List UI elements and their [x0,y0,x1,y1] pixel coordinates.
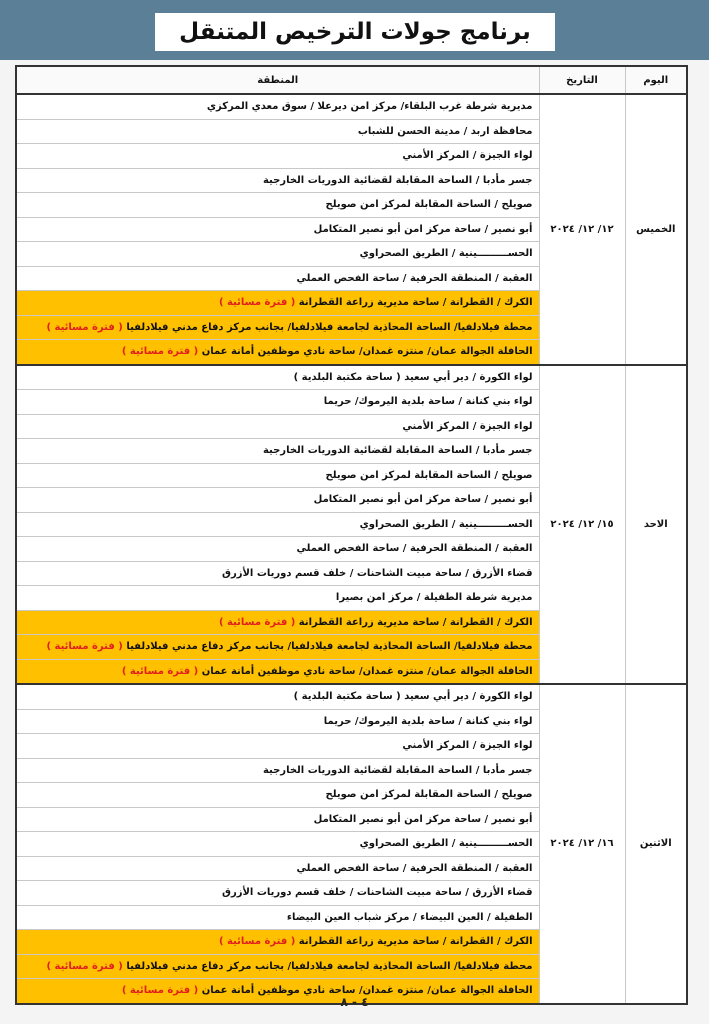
area-text: محطة فيلادلفيا/ الساحة المحاذية لجامعة فيلادلفيا/ بجانب مركز دفاع مدني فيلادلفيا [126,641,533,653]
area-text: أبو نصير / ساحة مركز امن أبو نصير المتكامل [313,813,533,825]
area-text: الحافلة الجوالة عمان/ منتزه غمدان/ ساحة نادي موظفين أمانة عمان [201,985,533,997]
area-text: الحافلة الجوالة عمان/ منتزه غمدان/ ساحة نادي موظفين أمانة عمان [201,346,533,358]
area-text: لواء بني كنانة / ساحة بلدية اليرموك/ حريما [323,715,533,727]
area-text: لواء الكورة / دير أبي سعيد ( ساحة مكتبة البلدية ) [293,691,533,703]
area-cell [16,144,539,169]
area-text: لواء الكورة / دير أبي سعيد ( ساحة مكتبة البلدية ) [293,371,533,383]
area-cell [16,390,539,415]
evening-period-note: ( فترة مسائية ) [121,346,199,358]
evening-period-note: ( فترة مسائية ) [121,985,199,997]
area-cell [16,315,539,340]
area-text: الحســـــــــينية / الطريق الصحراوي [359,248,533,260]
column-header-date: التاريخ [539,66,625,94]
area-cell [16,610,539,635]
area-cell [16,488,539,513]
area-text: مديرية شرطة غرب البلقاء/ مركز امن ديرعلا / سوق معدي المركزي [206,101,533,113]
area-cell [16,709,539,734]
area-text: مديرية شرطة الطفيلة / مركز امن بصيرا [335,592,533,604]
area-text: جسر مأدبا / الساحة المقابلة لقضائية الدوريات الخارجية [262,445,533,457]
area-cell [16,365,539,390]
area-text: الكرك / القطرانة / ساحة مديرية زراعة القطرانة [298,616,533,628]
area-cell [16,856,539,881]
date-cell: ١٦/ ١٢/ ٢٠٢٤ [539,684,625,1004]
area-cell [16,94,539,119]
area-text: لواء بني كنانة / ساحة بلدية اليرموك/ حريما [323,396,533,408]
area-cell [16,340,539,365]
area-text: لواء الجيزة / المركز الأمني [402,420,533,432]
area-cell [16,930,539,955]
area-text: الكرك / القطرانة / ساحة مديرية زراعة القطرانة [298,936,533,948]
day-group [16,684,687,1004]
area-cell [16,242,539,267]
area-cell [16,758,539,783]
day-cell: الاحد [625,365,687,685]
evening-period-note: ( فترة مسائية ) [218,616,296,628]
area-text: محطة فيلادلفيا/ الساحة المحاذية لجامعة فيلادلفيا/ بجانب مركز دفاع مدني فيلادلفيا [126,321,533,333]
evening-period-note: ( فترة مسائية ) [46,641,123,653]
area-cell [16,783,539,808]
area-cell [16,414,539,439]
evening-period-note: ( فترة مسائية ) [46,960,123,972]
area-cell [16,807,539,832]
area-text: صويلح / الساحة المقابلة لمركز امن صويلح [325,789,533,801]
area-cell [16,905,539,930]
day-group [16,94,687,365]
evening-period-note: ( فترة مسائية ) [46,321,123,333]
area-text: لواء الجيزة / المركز الأمني [402,740,533,752]
area-text: العقبة / المنطقة الحرفية / ساحة الفحص العملي [296,862,533,874]
area-text: الحســـــــــينية / الطريق الصحراوي [359,518,533,530]
area-cell [16,659,539,684]
table-header-row [16,66,687,94]
area-text: جسر مأدبا / الساحة المقابلة لقضائية الدوريات الخارجية [262,174,533,186]
area-text: لواء الجيزة / المركز الأمني [402,150,533,162]
page-title: برنامج جولات الترخيص المتنقل [155,13,555,51]
date-cell: ١٥/ ١٢/ ٢٠٢٤ [539,365,625,685]
area-cell [16,512,539,537]
area-text: الحافلة الجوالة عمان/ منتزه غمدان/ ساحة نادي موظفين أمانة عمان [201,665,533,677]
area-text: قضاء الأزرق / ساحة مبيت الشاحنات / خلف قسم دوريات الأزرق [222,567,533,579]
table-row [16,684,687,709]
area-cell [16,119,539,144]
area-text: محطة فيلادلفيا/ الساحة المحاذية لجامعة فيلادلفيا/ بجانب مركز دفاع مدني فيلادلفيا [126,960,533,972]
area-cell [16,832,539,857]
area-cell [16,881,539,906]
area-cell [16,291,539,316]
table-row [16,365,687,390]
area-text: صويلح / الساحة المقابلة لمركز امن صويلح [325,469,533,481]
area-cell [16,193,539,218]
area-cell [16,217,539,242]
area-cell [16,537,539,562]
area-text: العقبة / المنطقة الحرفية / ساحة الفحص العملي [296,543,533,555]
evening-period-note: ( فترة مسائية ) [218,297,296,309]
area-text: صويلح / الساحة المقابلة لمركز امن صويلح [325,199,533,211]
area-cell [16,463,539,488]
table-row [16,94,687,119]
area-text: العقبة / المنطقة الحرفية / ساحة الفحص العملي [296,272,533,284]
area-text: أبو نصير / ساحة مركز امن أبو نصير المتكامل [313,494,533,506]
evening-period-note: ( فترة مسائية ) [218,936,296,948]
area-cell [16,439,539,464]
schedule-table [15,65,688,1005]
header-bar [0,0,709,60]
area-text: قضاء الأزرق / ساحة مبيت الشاحنات / خلف قسم دوريات الأزرق [222,887,533,899]
area-cell [16,954,539,979]
area-text: الحســـــــــينية / الطريق الصحراوي [359,838,533,850]
area-text: محافظة اربد / مدينة الحسن للشباب [357,125,533,137]
area-cell [16,586,539,611]
page-number: ٤ - ٨ [340,995,369,1009]
evening-period-note: ( فترة مسائية ) [121,665,199,677]
area-cell [16,168,539,193]
column-header-day: اليوم [625,66,687,94]
area-cell [16,684,539,709]
date-cell: ١٢/ ١٢/ ٢٠٢٤ [539,94,625,365]
day-group [16,365,687,685]
area-cell [16,266,539,291]
column-header-area: المنطقة [16,66,539,94]
area-cell [16,734,539,759]
day-cell: الاثنين [625,684,687,1004]
area-text: جسر مأدبا / الساحة المقابلة لقضائية الدوريات الخارجية [262,764,533,776]
area-text: أبو نصير / ساحة مركز امن أبو نصير المتكامل [313,223,533,235]
area-cell [16,635,539,660]
area-text: الطفيلة / العين البيضاء / مركز شباب العين البيضاء [286,911,533,923]
area-text: الكرك / القطرانة / ساحة مديرية زراعة القطرانة [298,297,533,309]
day-cell: الخميس [625,94,687,365]
area-cell [16,561,539,586]
